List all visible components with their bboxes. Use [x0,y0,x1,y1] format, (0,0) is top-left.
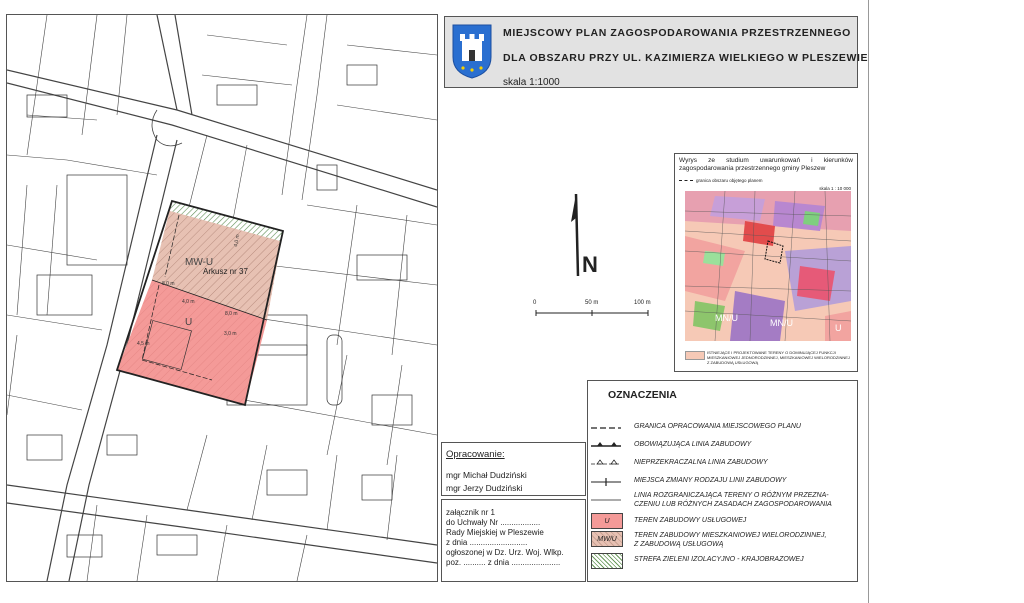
annex-line: do Uchwały Nr .................. [446,518,541,527]
inset-map [685,191,851,341]
legend-item: STREFA ZIELENI IZOLACYJNO - KRAJOBRAZOWEJ [588,553,857,573]
dim-label: 3,0 m [224,331,237,337]
dim-label: 4,5 m [137,341,150,347]
scale-tick: 0 [533,300,537,306]
author-name: mgr Michał Dudziński [446,470,527,480]
annex-line: z dnia .......................... [446,538,528,547]
inset-swatch [685,351,705,360]
plan-subtitle: DLA OBSZARU PRZY UL. KAZIMIERZA WIELKIEGO W PLESZEWIE [503,52,869,64]
dim-label: 4,0 m [233,233,242,248]
inset-legend: granica obszaru objętego planem [679,178,763,183]
plan-scale: skala 1:1000 [503,77,560,88]
map-drawing [7,15,437,581]
legend-item: MIEJSCA ZMIANY RODZAJU LINII ZABUDOWY [634,477,787,484]
authors-heading: Opracowanie: [446,449,505,460]
dim-label: 4,0 m [182,299,195,305]
annex-line: Rady Miejskiej w Pleszewie [446,528,544,537]
legend-item: OBOWIĄZUJĄCA LINIA ZABUDOWY [588,437,857,457]
author-name: mgr Jerzy Dudziński [446,483,523,493]
north-arrow-icon [568,194,604,280]
authors-box [441,442,586,496]
inset-label: MN/U [770,318,793,328]
scale-tick: 100 m [634,300,651,306]
legend-item: MW/U TEREN ZABUDOWY MIESZKANIOWEJ WIELORODZINNEJ, Z ZABUDOWĄ USŁUGOWĄ [588,529,857,549]
study-extract-inset [674,153,858,372]
coat-of-arms-icon [451,23,493,79]
annex-line: poz. .......... z dnia ...................... [446,558,561,567]
dim-label: 8,0 m [225,311,238,317]
scale-bar [530,300,660,324]
north-label: N [582,252,598,277]
scale-tick: 50 m [585,300,599,306]
legend-title: OZNACZENIA [608,389,677,401]
annex-box [441,499,586,582]
zone-u-label: U [185,317,193,328]
inset-scale: skala 1 : 10 000 [819,186,851,191]
legend-item: GRANICA OPRACOWANIA MIEJSCOWEGO PLANU [634,423,801,430]
title-block [444,16,869,88]
plan-title: MIEJSCOWY PLAN ZAGOSPODAROWANIA PRZESTRZENNEGO [503,27,851,39]
inset-label: U [835,323,842,333]
legend-item: U TEREN ZABUDOWY USŁUGOWEJ [588,511,857,531]
dim-label: 8,0 m [162,281,175,287]
annex-line: załącznik nr 1 [446,508,495,517]
inset-note: ISTNIEJĄCE I PROJEKTOWANE TERENY O DOMINUJĄCEJ FUNKCJI MIESZKANIOWEJ JEDNORODZINNEJ, MIESZKANIOWEJ WIELORODZINNEJ Z ZABUDOWĄ USŁUGOWĄ [707,350,850,365]
legend-item: LINIA ROZGRANICZAJĄCA TERENY O RÓŻNYM PRZEZNA- CZENIU LUB RÓŻNYCH ZASADACH ZAGOSPODAROWANIA [634,492,832,508]
legend-item: NIEPRZEKRACZALNA LINIA ZABUDOWY [588,455,857,475]
inset-title: Wyrys ze studium uwarunkowań i kierunków zagospodarowania przestrzennego gminy Pleszew [679,157,853,172]
zone-mwu-label: MW-U [185,257,214,268]
cadastral-map [6,14,438,582]
inset-label: MN/U [715,313,738,323]
legend-panel [587,380,858,582]
sheet-label: Arkusz nr 37 [203,267,248,276]
annex-line: ogłoszonej w Dz. Urz. Woj. Wlkp. [446,548,564,557]
